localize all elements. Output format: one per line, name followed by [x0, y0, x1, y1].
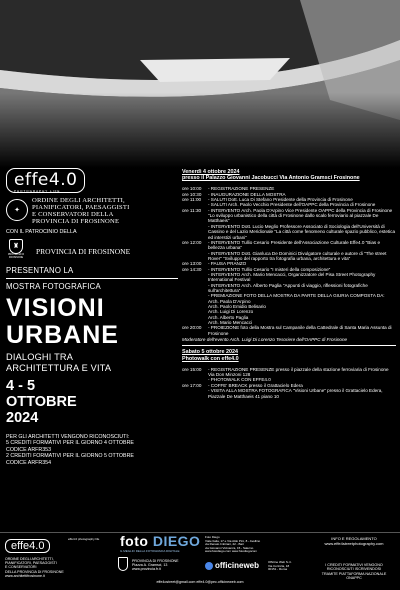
officineweb-name: officineweb [215, 561, 260, 570]
diego-address-line: Viale Italia, 17 e Via Aldo Pini, 8 - Avellino [205, 538, 261, 543]
schedule-text: - INAUGURAZIONE DELLA MOSTRA [208, 191, 286, 197]
province-crest-icon: ♜ PROVINCIA DI FROSINONE [6, 239, 26, 263]
footer-province-line: Piazza A. Gramsci, 13 [132, 563, 168, 568]
presenting-text: PRESENTANO LA [6, 266, 74, 275]
info-url[interactable]: www.effe4streetphotography.com [324, 540, 384, 546]
schedule-text: - VISITA ALLA MOSTRA FOTOGRAFICA "Visioni Urbane" presso il Grattacielo Edera, Piazzale De Matthaeis 41 piano 10 [208, 388, 383, 399]
order-line: PIANIFICATORI, PAESAGGISTI [32, 204, 130, 211]
schedule-text: Arch. Paola D'Arpino [208, 298, 251, 304]
footer-crest-icon [118, 557, 128, 571]
patronage-text: CON IL PATROCINIO DELLA [6, 229, 77, 235]
program [182, 168, 396, 399]
day1-schedule [182, 186, 396, 336]
exhibition-type: MOSTRA FOTOGRAFICA [6, 282, 101, 291]
schedule-text: Arch. Luigi Di Lorenzo [208, 309, 254, 315]
footer-order-line: DELLA PROVINCIA DI FROSINONE [5, 569, 64, 574]
footer-order-url[interactable]: www.architettifrosinone.it [5, 573, 45, 578]
credit-box-line: TRAMITE PIATTAFORMA NAZIONALE [321, 571, 387, 576]
divider [6, 278, 178, 279]
footer-order-line: ORDINE DEGLI ARCHITETTI, [5, 557, 54, 561]
schedule-time: ore 13:00 [182, 261, 202, 267]
diego-address-line: Foto Diego [205, 535, 220, 539]
officine-line: Via Corinzia, 18 [268, 563, 290, 568]
dates-line: 2024 [6, 410, 39, 426]
schedule-row [182, 224, 396, 240]
schedule-text: - PAUSA PRANZO [208, 261, 247, 267]
credits-line: CODICE ARFR354 [6, 459, 52, 466]
title-line-2: URBANE [6, 321, 119, 349]
diego-address-url[interactable]: www.fotodiego.com www.fotodiegocom [205, 549, 258, 554]
schedule-text: - INTERVENTO Dott. Gianluca De Dominici Divulgatore culturale e autore di "The street Rover" "Sviluppo del rapporto tra fotografia urbana, architettura e vita" [208, 250, 387, 261]
schedule-row [182, 208, 396, 224]
day2-schedule [182, 367, 396, 399]
officineweb-dot-icon [205, 562, 213, 570]
schedule-row [182, 240, 396, 251]
foto-diego-logo [120, 533, 200, 549]
credits-line: 2 CREDITI FORMATIVI PER IL GIORNO 5 OTTOBRE [6, 453, 134, 460]
schedule-text: - SALUTI Arch. Paolo Vecchio Presidente dell'OAPPC della Provincia di Frosinone [208, 202, 376, 208]
dates-line: 4 - 5 [6, 378, 36, 394]
schedule-text: - INTERVENTO Arch. Paola D'Arpino Vice Presidente OAPPC della Provincia di Frosinone "Lo sviluppo urbanistico della città di Frosinone dallo scalo ferroviario al piazzale De Matthaeis" [208, 207, 393, 224]
footer-order-line: PIANIFICATORI, PAESAGGISTI [5, 561, 57, 566]
schedule-text: - PROIEZIONE foto della Mostra sul Campanile della Cattedrale di Santa Maria Assunta di Frosinone [208, 325, 392, 336]
divider [182, 345, 396, 346]
schedule-row [182, 251, 396, 262]
credit-box-line: ONAPPC [346, 576, 362, 581]
officineweb-logo [205, 561, 259, 570]
schedule-text: - PHOTOWALK CON EFFE4.0 [208, 377, 271, 383]
credit-box [312, 563, 396, 581]
day2-place: Photowalk con effe4.0 [182, 355, 239, 362]
effe-logo-text: effe4.0 [6, 168, 85, 193]
dates-line: OTTOBRE [6, 394, 77, 410]
crest-label: PROVINCIA DI FROSINONE [7, 253, 25, 259]
schedule-text: - INTERVENTO Tullio Cesario "I misteri della composizione" [208, 266, 331, 272]
schedule-time: ore 14:30 [182, 266, 202, 272]
footer-province-url[interactable]: www.provincia.fr.it [132, 567, 161, 572]
left-column [6, 168, 178, 466]
diego-address [205, 536, 305, 554]
schedule-time: ore 20:00 [182, 325, 202, 331]
schedule-text: Arch. Paolo Emidio Belisario [208, 303, 266, 309]
day2-header: Sabato 5 ottobre 2024 [182, 349, 239, 356]
schedule-text: - INTERVENTO Dott. Lucio Meglio Professore Associato di Sociologia dell'Università di Cassino e del Lazio Meridionale "La città come fenomeno culturale spazio pubblico, estetica ed interstizi urbani" [208, 223, 396, 240]
credit-box-line: RICONOSCIUTI ISCRIVENDOSI [326, 567, 382, 572]
credits-line: PER GLI ARCHITETTI VENGONO RICONOSCIUTI: [6, 434, 130, 440]
order-block [6, 197, 178, 225]
footer-effe-logo [5, 536, 50, 554]
schedule-text: - INTERVENTO Arch. Mario Mencacci, Organizzatore del Pisa Street Photography International Festival [208, 271, 376, 283]
footer-effe-contact: effe4.0 photography life [68, 537, 100, 541]
schedule-text: Arch. Alberto Paglia [208, 314, 249, 320]
order-line: ORDINE DEGLI ARCHITETTI, [32, 197, 125, 204]
info-title: INFO E REGOLAMENTO [331, 536, 377, 541]
schedule-time [182, 224, 208, 240]
schedule-time: ore 11:00 [182, 197, 202, 203]
footer-order-line: E CONSERVATORI [5, 565, 37, 570]
schedule-time [182, 388, 208, 399]
order-line: E CONSERVATORI DELLA [32, 211, 114, 218]
officine-line: 00151 - Roma [268, 567, 288, 572]
info-box [312, 537, 396, 547]
order-emblem-icon: ✦ [6, 199, 28, 221]
effe-logo [6, 170, 178, 193]
diego-address-line: via Giovanni Vicinanza, 15 - Salerno [205, 545, 254, 550]
day1-place: presso il Palazzo Giovanni Jacobucci Via Antonio Gramsci Frosinone [182, 175, 360, 182]
schedule-row [182, 272, 396, 283]
schedule-text: - INTERVENTO Tullio Cesario Presidente dell'Associazione Culturale Effe4.0 "Bias e bellezza urbana" [208, 239, 381, 251]
schedule-time: ore 15:00 [182, 366, 202, 372]
foto-logo-b: DIEGO [152, 533, 201, 549]
schedule-time: ore 10:00 [182, 186, 202, 192]
bottom-emails[interactable]: effe4ostreet@gmail.com effe4.0@pec.officineweb.com [156, 580, 244, 584]
header-photo [0, 0, 400, 168]
order-line: PROVINCIA DI FROSINONE [32, 218, 120, 225]
day1-moderator: Moderatore dell'evento Arch. Luigi Di Lorenzo Tesoriere dell'OAPPC di Frosinone [182, 337, 348, 343]
schedule-time: ore 17:00 [182, 382, 202, 388]
foto-diego-tag: IL MEGLIO DELLA FOTOGRAFIA DIGITALE [120, 549, 180, 553]
province-name: PROVINCIA DI FROSINONE [36, 246, 131, 256]
credits-info [6, 434, 178, 466]
credits-line: CODICE ARFR353 [6, 446, 52, 453]
schedule-text: Arch. Mario Mencacci [208, 320, 253, 325]
schedule-time [182, 272, 208, 283]
day1-header: Venerdì 4 ottobre 2024 [182, 169, 240, 175]
schedule-time: ore 11:30 [182, 207, 202, 213]
schedule-text: - REGISTRAZIONE PRESENZE [208, 186, 275, 192]
schedule-time [182, 251, 208, 262]
foto-logo-a: foto [120, 533, 149, 549]
schedule-time [182, 283, 208, 294]
schedule-text: - PREMIAZIONE FOTO DELLA MOSTRA DA PARTE DELLA GIURIA COMPOSTA DA: [208, 293, 385, 299]
diego-address-line: via Renato Imbriani, 22 - Bari [205, 542, 244, 547]
credit-box-line: I CREDITI FORMATIVI VENGONO [325, 563, 383, 567]
schedule-time: ore 12:00 [182, 239, 202, 245]
schedule-time: ore 10:30 [182, 191, 202, 197]
effe-logo-tagline: PHOTOGRAPHY LIFE [14, 189, 61, 193]
footer-order-block [5, 557, 115, 578]
footer-province-line: PROVINCIA DI FROSINONE [132, 559, 179, 563]
footer-province-block [132, 559, 192, 572]
province-block [6, 239, 178, 263]
schedule-text: - COFFE' BREACK presso il Grattacielo Edera [208, 382, 303, 388]
event-dates [6, 378, 178, 426]
footer-effe-text: effe4.0 [5, 539, 50, 553]
schedule-text: - SALUTI Dott. Luca Di Stefano Presidente della Provincia di Frosinone [208, 197, 353, 203]
credits-line: 5 CREDITI FORMATIVI PER IL GIORNO 4 OTTOBRE [6, 440, 134, 447]
subtitle-line: DIALOGHI TRA [6, 352, 74, 362]
schedule-text: - INTERVENTO Arch. Alberto Paglia "Appunti di viaggio, riflessioni fotografiche sull'architettura" [208, 282, 368, 293]
schedule-row [182, 367, 396, 378]
subtitle-line: ARCHITETTURA E VITA [6, 363, 112, 373]
schedule-row [182, 283, 396, 294]
schedule-row [182, 388, 396, 399]
schedule-row [182, 325, 396, 336]
officine-line: Officine Web S.r.l. [268, 560, 292, 564]
officineweb-address [268, 561, 310, 572]
subtitle [6, 352, 178, 374]
schedule-text: - REGISTRAZIONE PRESENZE presso il piazzale della stazione ferroviaria di Frosinone Via Don Minzoni 128 [208, 366, 389, 378]
title-line-1: VISIONI [6, 294, 105, 322]
